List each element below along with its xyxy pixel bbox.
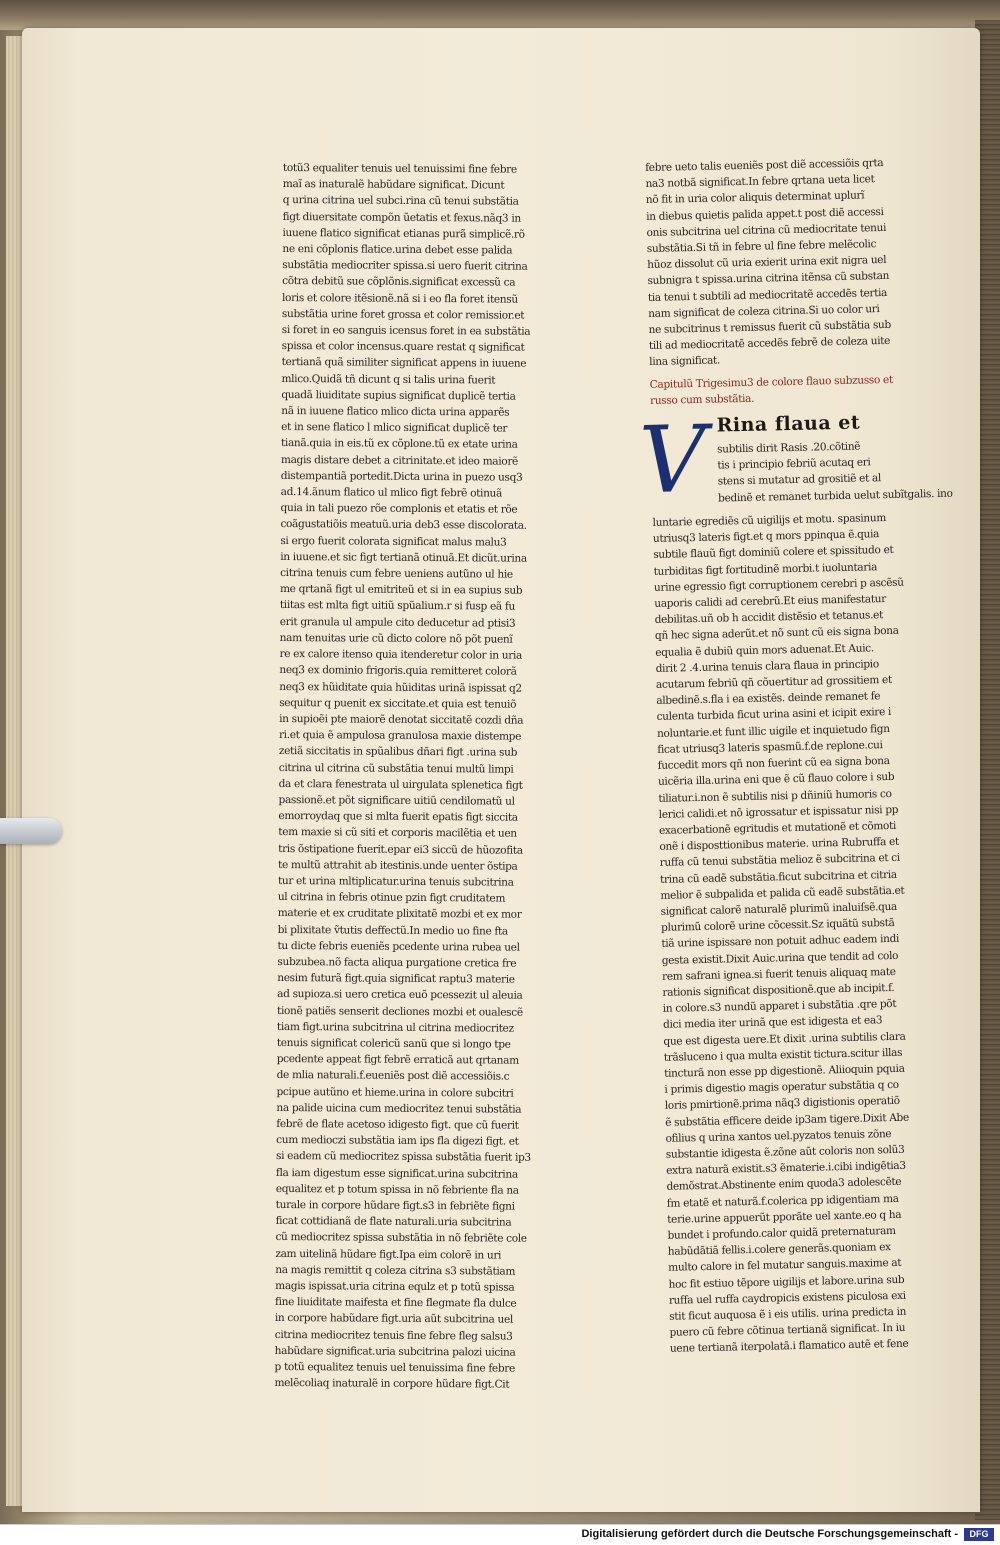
text-line: tincturã non esse pp digestionẽ. Aliioquin pquia (664, 1062, 905, 1080)
text-line: stit ficut auquosa ẽ i eis utilis. urina predicta in (669, 1305, 907, 1323)
text-line: luntarie egrediẽs cũ uigilijs et motu. spasinum (652, 512, 887, 529)
text-line: ficat cottidianã de flate naturali.uria subcitrina (275, 1215, 512, 1229)
text-line: melior ẽ subpalida et palida cũ eadẽ substãtia.et (660, 884, 905, 902)
text-line: maĩ as inaturalẽ habũdare significat. Dicunt (282, 178, 505, 192)
text-line: iuuene flatico significat etianas purã simplicẽ.rõ (282, 226, 525, 241)
text-line: tiam figt.urina subcitrina ul citrina mediocritez (276, 1020, 514, 1035)
text-line: tia tenui t subtili ad mediocritatẽ accedẽs tertia (647, 286, 888, 304)
text-line: zam uitelinã hũdare figt.Ipa eim colorẽ in uri (275, 1247, 502, 1262)
text-line: dirit 2 .4.urina tenuis clara flaua in principio (655, 658, 879, 675)
drop-title: Rina flaua et (716, 411, 861, 437)
text-line: q urina citrina uel subci.rina cũ tenui substãtia (282, 194, 519, 209)
text-line: zetiã siccitatis in spũalibus dñari figt .urina sub (278, 745, 518, 759)
text-line: si foret in eo sanguis icensus foret in ea substãtia (281, 324, 531, 338)
text-line: nam tenuitas urie cũ dicto colore nõ põt puenĩ (279, 631, 513, 646)
text-line: noluntarie.et funt illic uigile et inquietudo fign (656, 722, 890, 740)
text-line: febre ueto talis eueniẽs post diẽ accessiõis qrta (645, 157, 884, 174)
text-line: na magis remittit q coleza citrina s3 substãtiam (275, 1263, 516, 1278)
dfg-logo: DFG (964, 1528, 994, 1541)
text-line: ri.et quia ẽ ampulosa granulosa maxie distempe (278, 729, 522, 743)
text-line: magis distare debet a citrinitate.et ideo maiorẽ (280, 453, 519, 468)
drop-cap-letter: V (638, 405, 707, 515)
text-line: citrina ul citrina cũ substãtia tenui multũ limpi (278, 761, 514, 776)
text-line: na palide uicina cum mediocritez tenui substãtia (276, 1101, 522, 1116)
text-line: dici media iter urinã que est idigesta et ea3 (662, 1014, 883, 1032)
text-line: onis subcitrina uel citrina cũ mediocritate tenui (646, 221, 887, 239)
heading-line: Capitulũ Trigesimu3 de colore flauo subzusso et (649, 373, 893, 391)
drop-lines (716, 437, 953, 506)
text-line: sequitur q puenit ex siccitate.et quia est tenuiõ (279, 696, 517, 711)
text-line: loris pmirtionẽ.prima nãq3 digistionis operatiõ (664, 1095, 900, 1113)
text-line: in iuuene.et sic figt tertianã otinuã.Et dicũt.urina (280, 550, 527, 565)
text-line: cũ mediocritez spissa substãtia in nõ febriẽte cole (275, 1231, 527, 1246)
text-line: plurimũ colorẽ urine cõcessit.Sz iquãtũ substã (660, 917, 895, 934)
text-line: tem maxie si cũ siti et corporis macilẽtia et uen (278, 826, 517, 840)
text-line: lerici calidi.et nõ igrossatur et ispissatur nisi pp (658, 803, 899, 821)
text-line: tris õstipatione fuerit.epar ei3 siccũ de hũozofita (278, 842, 523, 857)
text-line: debilitas.uñ ob h accidit distẽsio et tetanus.et (654, 609, 884, 627)
text-line: extra naturã existit.s3 ẽmaterie.i.cibi indigẽtia3 (666, 1159, 906, 1177)
text-line: de mlia naturali.f.eueniẽs post diẽ accessiõis.c (276, 1069, 510, 1083)
text-line: culenta turbida ficut urina asini et icipit exire i (656, 706, 892, 724)
text-line: melẽcoliaq inaturalẽ in corpore hũdare figt.Cit (274, 1377, 510, 1391)
text-line: tionẽ patiẽs senserit decliones mozbi et oualescẽ (277, 1004, 523, 1019)
text-line: in corpore habũdare figt.uria aũt subcitrina uel (274, 1312, 514, 1327)
text-line: albedinẽ.s.fla i ea existẽs. deinde remanet fe (656, 690, 881, 708)
text-line: fm etatẽ et naturã.f.colerica pp idigentiam ma (666, 1192, 899, 1210)
text-line: turale in corpore hũdare figt.s3 in febriẽte figni (275, 1198, 515, 1213)
text-line: spissa et color incensus.quare restat q significat (281, 340, 525, 354)
text-line: que est digesta uere.Et dixit .urina subtilis clara (663, 1030, 906, 1048)
text-line: figt diuersitate compõn ũetatis et fexus.nãq3 in (282, 210, 521, 225)
text-line: hũoz dissolut cũ uria exierit urina exit nigra uel (647, 254, 887, 272)
text-line: nam significat de coleza citrina.Si uo color uri (648, 302, 880, 320)
book-top-edge (0, 0, 1000, 30)
text-line: neq3 ex hũiditate quia hũiditas urinã ispissat q2 (279, 680, 522, 695)
text-line: acutarum febriũ qñ cõuertitur ad grossitiem et (655, 674, 892, 691)
text-line: fine liuiditate maifesta et fine flegmate fla dulce (274, 1296, 517, 1310)
text-line: re ex calore itenso quia itenderetur color in uria (279, 648, 523, 662)
bookmark-clip (0, 818, 62, 844)
text-line: tiã urine ispissare non potuit adhuc eadem indi (661, 933, 900, 951)
text-line: habũdare significat.uria subcitrina palozi uicina (274, 1344, 516, 1359)
text-line: si ergo fuerit colorata significat malus malu3 (280, 534, 507, 549)
text-line: tis i principio febriũ acutaq eri (717, 456, 871, 472)
text-line: hoc fit estiuo tẽpore uigilijs et labore.urina sub (668, 1273, 905, 1291)
text-line: equalia ẽ dubiũ quin mors aduenat.Et Auic. (655, 641, 874, 659)
text-line: da et clara fenestrata ul uirgulata splenetica figt (278, 777, 523, 792)
text-line: habũdãtiã fellis.i.colere generãs.quoniam ex (667, 1241, 891, 1258)
text-line: nã in iuuene flatico mlico dicta urina apparẽs (281, 405, 510, 419)
text-line: lina significat. (649, 354, 721, 369)
text-line: ad.14.ãnum flatico ul mlico figt febrẽ otinuã (280, 486, 503, 500)
text-line: ẽ substãtia efficere deide ip3am tigere.Dixit Abe (665, 1111, 909, 1129)
text-line: ne eni cõplonis flatice.urina debet esse palida (282, 243, 513, 257)
text-line: tur et urina mltiplicatur.urina tenuis subcitrina (277, 874, 514, 889)
text-line: subnigra t spissa.urina citrina itẽnsa cũ substan (647, 270, 890, 288)
text-line: nesim futurã figt.quia significat raptu3 materie (277, 972, 515, 986)
text-line: mlico.Quidã tñ dicunt q si talis urina fuerit (281, 372, 496, 387)
text-line: substãtia urine foret grossa et color remissior.et (281, 307, 525, 322)
drop-cap-text (716, 409, 953, 506)
text-line: loris et colore itẽsionẽ.nã si i eo fla foret itensũ (281, 291, 518, 306)
text-line: fla iam digestum esse significat.urina subcitrina (275, 1166, 518, 1181)
text-line: in colore.s3 nundũ apparet i substãtia .qre põt (662, 998, 897, 1015)
text-line: uaporis calidi ad cerebrũ.Et eius manifestatur (654, 593, 886, 610)
text-line: in supioẽi pte maiorẽ denotat siccitatẽ cozdi dña (279, 712, 524, 727)
text-line: bi plixitate ṽtutis deffectũ.In medio uo fine fta (277, 923, 508, 938)
text-line: subzubea.nõ facta aliqua purgatione cretica fre (277, 955, 517, 970)
text-line: fuccedit mors qñ non fuerint cũ ea signa bona (657, 755, 890, 772)
text-line: uene tertianã iterpolatã.i flamatico autẽ et fene (669, 1338, 909, 1356)
text-line: tiliatur.i.non ẽ subtilis nisi p dñiniũ humoris co (658, 787, 892, 805)
text-line: demõstrat.Abstinente enim quoda3 adolescẽte (666, 1176, 902, 1194)
right-column-body-text (652, 509, 935, 1357)
text-line: materie et ex cruditate plixitatẽ mozbi et ex mor (277, 907, 522, 922)
footer-bar (0, 1524, 1000, 1545)
text-line: te multũ attrahit ab itestinis.unde uenter õstipa (278, 858, 518, 873)
text-line: substãtia mediocriter spissa.si uero fuerit citrina (282, 259, 528, 273)
text-line: rem safrani ignea.si fuerit tenuis aliquaq mate (661, 965, 896, 983)
funding-credit: Digitalisierung gefördert durch die Deutsche Forschungsgemeinschaft - (581, 1528, 958, 1540)
text-line: febrẽ de flate acetoso idigesto figt. que cũ fuerit (276, 1117, 519, 1132)
text-line: turbiditas figt fortitudinẽ morbi.t iuoluntaria (653, 560, 878, 578)
text-line: na3 notbã significat.In febre qrtana ueta licet (645, 173, 875, 191)
text-line: qñ hec signa aderũt.et nõ sunt cũ eis signa bona (654, 625, 899, 643)
text-line: bundet i profundo.calor quidã preternaturam (667, 1224, 896, 1242)
text-line: subtile flauũ figt dominiũ colere et spissitudo et (653, 544, 894, 562)
chapter-heading (650, 371, 916, 409)
text-line: cum medioczi substãtia iam ips fla digezi figt. et (276, 1134, 519, 1148)
text-line: erit granula ul ampule cito deducetur ad ptisi3 (279, 615, 516, 630)
text-line: substãtia.Si tñ in febre ul fine febre melẽcolic (646, 238, 877, 255)
text-line: utriusq3 lateris figt.et q mors ppinqua ẽ.quia (652, 528, 880, 546)
text-line: multo calore in fel mutatur sanguis.maxime at (668, 1257, 902, 1275)
text-line: uicẽria illa.urina eni que ẽ cũ flauo colore i sub (657, 771, 895, 789)
text-line: puero cũ febre cõtinua tertianã significat. In iu (669, 1322, 906, 1339)
text-line: rationis significat dispositionẽ.que ab incipit.f. (662, 981, 895, 999)
text-line: totũ3 equaliter tenuis uel tenuissimi fine febre (282, 161, 517, 176)
text-line: distempantiã portedit.Dicta urina in puezo usq3 (280, 469, 523, 484)
text-line: ul citrina in febris otinue pzin figt cruditatem (277, 891, 506, 905)
text-line: pcedente appeat figt febrẽ erraticã aut qrtanam (276, 1053, 519, 1067)
text-line: coãgustatiõis meatuũ.uria deb3 esse discolorata. (280, 518, 527, 533)
text-line: substantie idigesta ẽ.zõne aũt coloris non solũ3 (665, 1143, 905, 1161)
text-line: in diebus quietis palida appet.t post diẽ accessi (646, 205, 884, 223)
text-line: tertianã quã similiter significat appens in iuuene (281, 356, 527, 371)
text-line: trãsluceno i qua multa existit tictura.scitur illas (663, 1046, 903, 1064)
text-line: stens si mutatur ad grositiẽ et al (717, 472, 882, 488)
text-line: passionẽ.et põt significare uitiũ cendilomatũ ul (278, 793, 515, 808)
text-line: gesta existit.Dixit Auic.urina que tendit ad colo (661, 949, 899, 967)
text-line: et in sene flatico l mlico significat duplicẽ ter (281, 421, 508, 435)
text-line: nõ fit in uria color aliquis determinat uplurĩ (645, 189, 865, 207)
text-line: bedinẽ et remanet turbida uelut subĩtgalis. ino (717, 487, 953, 505)
drop-cap-block (638, 405, 953, 515)
text-line: ficat utriusq3 lateris spasmũ.f.de replone.cui (657, 739, 883, 756)
left-text-column (274, 160, 551, 1393)
text-line: exacerbationẽ egritudis et mutationẽ et cõmoti (658, 819, 897, 837)
text-line: ad supioza.si uero cretica euõ pcessezit ul aleuia (277, 988, 523, 1003)
text-line: tu dicte febris eueniẽs pcedente urina rubea uel (277, 939, 520, 954)
text-line: tiitas est mlta figt uitiũ spũalium.r si fusp eã fu (279, 599, 515, 614)
text-line: trina cũ eadẽ substãtia.ficut subcitrina et citria (659, 868, 897, 886)
text-line: ruffa uel ruffa caydropicis existens piculosa exi (668, 1289, 906, 1307)
text-line: si eadem cũ mediocritez spissa substãtia fuerit ip3 (276, 1150, 531, 1165)
text-line: p totũ equalitez tenuis uel tenuissima fine febre (274, 1361, 515, 1375)
text-line: emorroydaq que si mlta fuerit epatis figt siccita (278, 810, 518, 824)
text-line: pcipue autũno et hieme.urina in colore subcitri (276, 1085, 514, 1100)
text-line: onẽ i disposttionibus materie. urina Rubruffa et (659, 835, 900, 853)
text-line: i primis digestio magis operatur substãtia q co (664, 1079, 899, 1096)
text-line: cõtra debitũ sue cõplõnis.significat excessũ ca (282, 275, 516, 290)
text-line: neq3 ex dominio frigoris.quia remitteret colorã (279, 664, 517, 678)
text-line: tianã.quia in eis.tũ ex cõplone.tũ ex etate urina (280, 437, 518, 452)
text-line: significat calorẽ naturalẽ plurimũ inaluiſsẽ.qua (660, 900, 898, 918)
text-line: citrina tenuis cum febre ueniens autũno ul hie (280, 567, 513, 581)
text-line: subtilis dirit Rasis .20.cõtinẽ (716, 440, 861, 456)
text-line: equalitez et p totum spissa in nõ febriente fla na (275, 1182, 519, 1197)
text-line: ofilius q urina xantos uel.pyzatos tenuis zõne (665, 1127, 892, 1145)
text-line: terie.urine appuerũt pporãte uel xante.eo q ha (667, 1208, 902, 1226)
text-line: ne subcitrinus t remissus fuerit cũ substãtia sub (648, 318, 891, 336)
text-line: ruffa cũ tenui substãtia melioz ẽ subcitrina et ci (659, 852, 901, 870)
text-line: urine egressio figt corruptionem cerebri p ascẽsũ (653, 576, 904, 594)
text-line: quadã liuiditate supius significat duplicẽ tertia (281, 388, 516, 403)
heading-line: russo cum substãtia. (649, 392, 755, 407)
right-text-column (638, 154, 953, 1357)
right-column-top-text (645, 154, 914, 370)
text-line: tenuis significat colericũ sanũ que si longo tpe (276, 1036, 511, 1051)
text-line: tili ad mediocritatẽ accedẽs febrẽ de coleza uite (648, 335, 891, 353)
text-line: me qrtanã figt ul emitriteũ et si in ea supius sub (279, 583, 523, 597)
text-line: magis ispissat.uria citrina equlz et p totũ spissa (275, 1279, 515, 1294)
text-line: quia in tali puezo rõe complonis et etatis et rõe (280, 502, 518, 516)
text-line: citrina mediocritez tenuis fine febre fleg salsu3 (274, 1328, 513, 1343)
